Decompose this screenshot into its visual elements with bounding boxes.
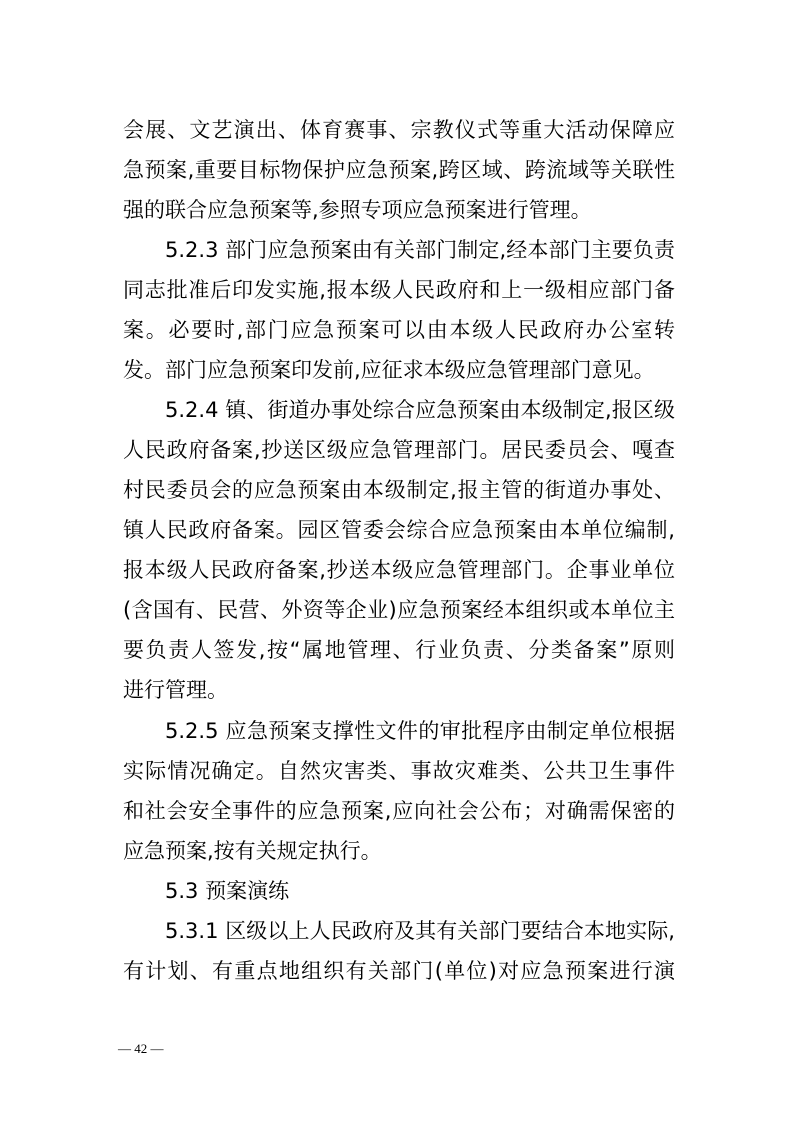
text-line: 发。部门应急预案印发前,应征求本级应急管理部门意见。 (123, 358, 655, 382)
text-line: 要负责人签发,按“属地管理、行业负责、分类备案”原则 (123, 638, 675, 662)
text-line: 人民政府备案,抄送区级应急管理部门。居民委员会、嘎查 (123, 438, 675, 462)
text-line: 镇人民政府备案。园区管委会综合应急预案由本单位编制, (123, 518, 675, 542)
text-line: 强的联合应急预案等,参照专项应急预案进行管理。 (123, 198, 592, 222)
text-line: 急预案,重要目标物保护应急预案,跨区域、跨流域等关联性 (123, 158, 675, 182)
section-heading: 5.3 预案演练 (165, 879, 290, 903)
text-line: 和社会安全事件的应急预案,应向社会公布；对确需保密的 (123, 799, 675, 823)
text-line: 实际情况确定。自然灾害类、事故灾难类、公共卫生事件 (123, 759, 675, 783)
text-line: 村民委员会的应急预案由本级制定,报主管的街道办事处、 (123, 478, 675, 502)
text-line: 案。必要时,部门应急预案可以由本级人民政府办公室转 (123, 318, 675, 342)
text-line: 会展、文艺演出、体育赛事、宗教仪式等重大活动保障应 (123, 118, 675, 142)
text-line: 5.2.3 部门应急预案由有关部门制定,经本部门主要负责 (165, 238, 675, 262)
text-line: 有计划、有重点地组织有关部门(单位)对应急预案进行演 (123, 959, 675, 983)
text-line: (含国有、民营、外资等企业)应急预案经本组织或本单位主 (123, 598, 675, 622)
text-line: 同志批准后印发实施,报本级人民政府和上一级相应部门备 (123, 278, 675, 302)
text-line: 5.2.4 镇、街道办事处综合应急预案由本级制定,报区级 (165, 398, 675, 422)
text-line: 应急预案,按有关规定执行。 (123, 839, 382, 863)
page-number: — 42 — (118, 1041, 164, 1056)
text-line: 5.3.1 区级以上人民政府及其有关部门要结合本地实际, (165, 919, 675, 943)
text-line: 5.2.5 应急预案支撑性文件的审批程序由制定单位根据 (165, 719, 675, 743)
text-line: 进行管理。 (123, 678, 228, 702)
text-line: 报本级人民政府备案,抄送本级应急管理部门。企事业单位 (123, 558, 675, 582)
